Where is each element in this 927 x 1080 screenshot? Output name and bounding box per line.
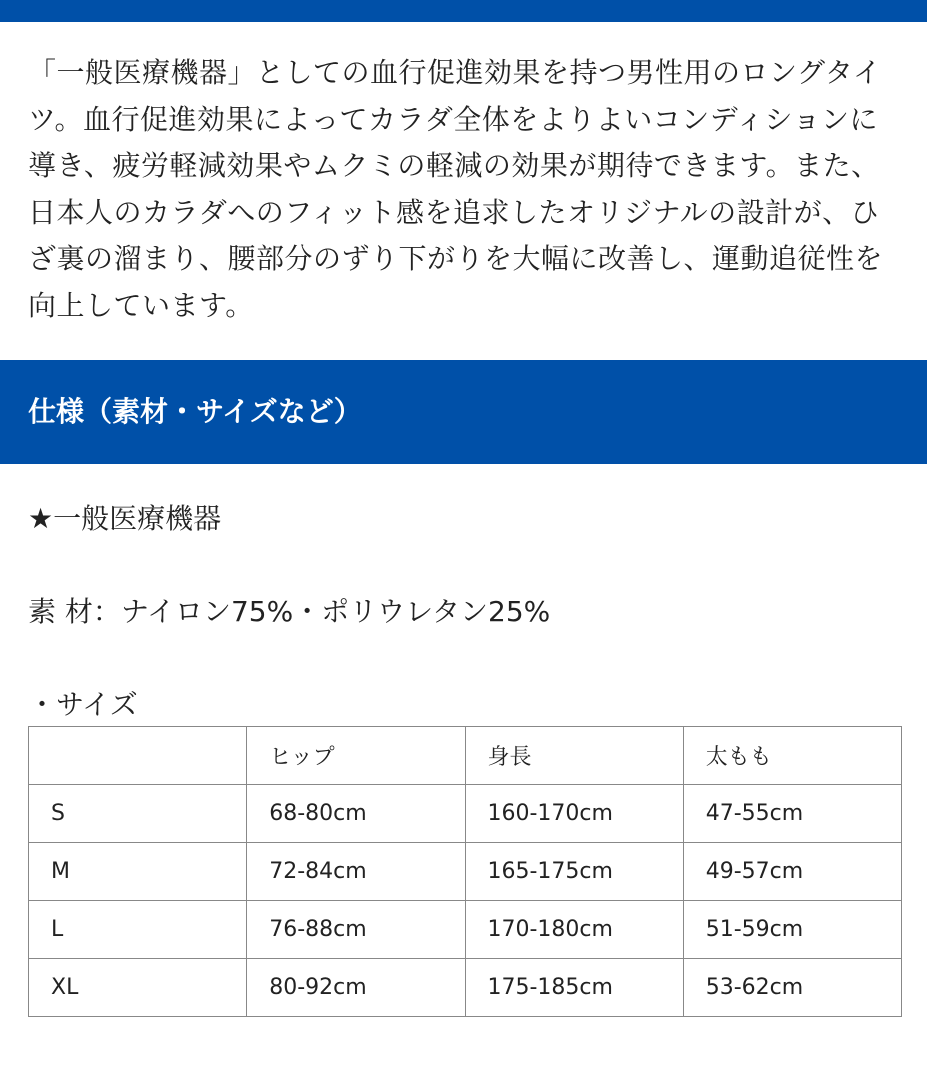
spec-section-header [0, 360, 927, 464]
table-cell: S [29, 785, 247, 843]
table-row [29, 901, 902, 959]
table-cell: 76-88cm [247, 901, 465, 959]
table-cell: M [29, 843, 247, 901]
spec-section-title: 仕様（素材・サイズなど） [28, 395, 362, 428]
table-row [29, 959, 902, 1017]
size-label: ・サイズ [28, 688, 138, 721]
table-cell: 160-170cm [465, 785, 683, 843]
table-header-row [29, 727, 902, 785]
table-cell: 175-185cm [465, 959, 683, 1017]
table-cell: L [29, 901, 247, 959]
table-header-cell: 身長 [465, 727, 683, 785]
table-cell: 53-62cm [683, 959, 901, 1017]
classification-text: ★一般医療機器 [28, 502, 222, 535]
table-cell: 47-55cm [683, 785, 901, 843]
table-row [29, 843, 902, 901]
product-description: 「一般医療機器」としての血行促進効果を持つ男性用のロングタイツ。血行促進効果によってカラダ全体をよりよいコンディションに導き、疲労軽減効果やムクミの軽減の効果が期待できます。また、日本人のカラダへのフィット感を追求したオリジナルの設計が、ひざ裏の溜まり、腰部分のずり下がりを大幅に改善し、運動追従性を向上しています。 [28, 56, 884, 322]
size-table [28, 726, 902, 1017]
table-cell: 72-84cm [247, 843, 465, 901]
table-header-cell: ヒップ [247, 727, 465, 785]
material-text: 素 材：ナイロン75%・ポリウレタン25% [28, 595, 551, 628]
table-cell: XL [29, 959, 247, 1017]
table-header-cell [29, 727, 247, 785]
table-cell: 80-92cm [247, 959, 465, 1017]
table-header-cell: 太もも [683, 727, 901, 785]
table-cell: 49-57cm [683, 843, 901, 901]
table-cell: 68-80cm [247, 785, 465, 843]
table-cell: 165-175cm [465, 843, 683, 901]
top-accent-bar [0, 0, 927, 22]
table-row [29, 785, 902, 843]
table-cell: 170-180cm [465, 901, 683, 959]
table-cell: 51-59cm [683, 901, 901, 959]
